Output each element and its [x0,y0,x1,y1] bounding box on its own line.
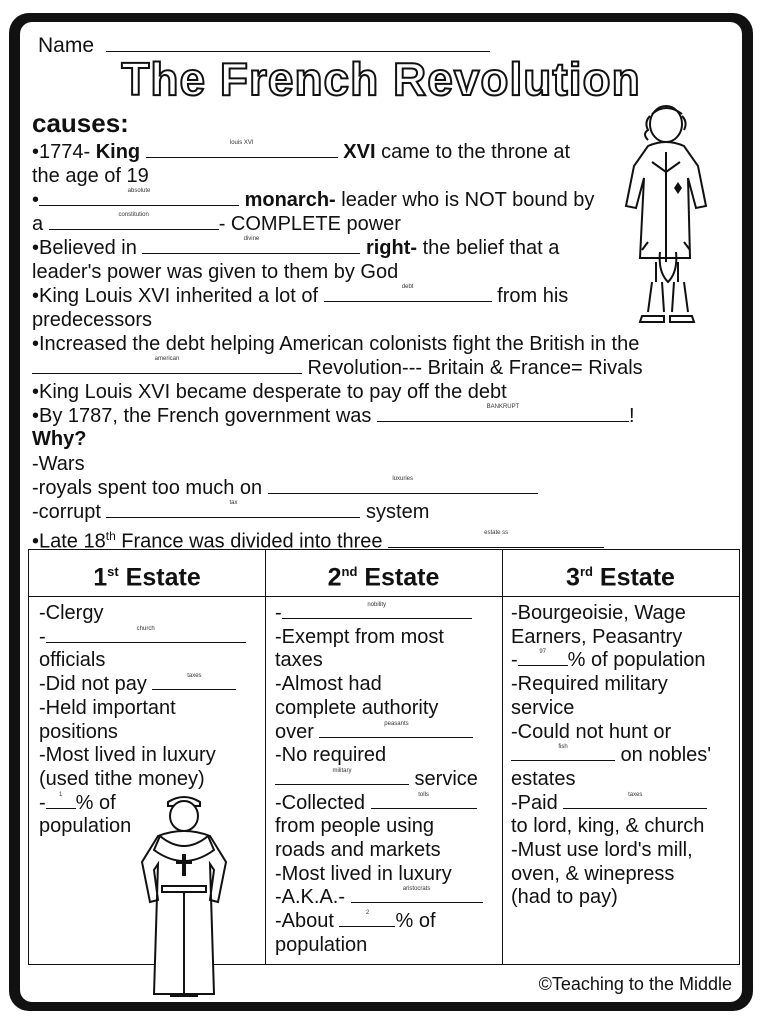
third-estate-cell: -Bourgeoisie, Wage Earners, Peasantry - 97 % of population -Required military service -Could not hunt or fish on nobles' estates -Paid taxes to lord, king, & church -Must use lord's mill, oven, & winepress (had to pay) [511,602,712,909]
blank-monarch[interactable]: absolute [39,189,239,206]
second-estate-cell: - nobility -Exempt from most taxes -Almost had complete authority over peasants -No required military service -Collected tolls from people using roads and markets -Most lived in luxury -A.K.A.- aristocrats -About 2 % of population [275,602,483,958]
cause-line-1: •1774- King louis XVI XVI came to the throne at [32,140,571,163]
blank-nobility[interactable]: nobility [282,603,472,619]
cause-line-10: american Revolution--- Britain & France= Rivals [32,356,643,380]
blank-church[interactable]: church [46,627,246,643]
blank-american[interactable]: american [32,357,302,374]
blank-tolls[interactable]: tolls [371,793,477,809]
cause-line-14: -royals spent too much on luxuries [32,476,538,500]
worksheet [20,22,742,1002]
blank-luxuries[interactable]: luxuries [268,477,538,494]
blank-bankrupt[interactable]: BANKRUPT [377,405,629,422]
king-louis-illustration [622,102,738,327]
blank-fish[interactable]: fish [511,745,615,761]
causes-heading: causes: [32,108,129,138]
blank-king[interactable]: louis XVI [146,141,338,158]
blank-percent-3[interactable]: 97 [518,650,568,666]
cause-line-11: •King Louis XVI became desperate to pay off the debt [32,381,507,403]
blank-percent-2[interactable]: 2 [339,911,395,927]
blank-estates[interactable]: estate ss [388,531,604,548]
blank-tax[interactable]: tax [106,501,360,518]
second-estate-header: 2nd Estate [327,563,440,592]
blank-debt[interactable]: debt [324,285,492,302]
estates-table [28,549,740,965]
blank-military-1[interactable]: military [275,769,409,785]
blank-taxes-1[interactable]: taxes [152,674,236,690]
cause-line-15: -corrupt tax system [32,500,430,523]
cause-line-6: leader's power was given to them by God [32,261,399,283]
third-estate-header: 3rd Estate [566,563,675,592]
cause-line-16: •Late 18th France was divided into three estate ss [32,524,604,554]
why-heading: Why? [32,428,87,450]
column-divider-2 [502,550,503,964]
first-estate-header: 1st Estate [93,563,201,592]
first-estate-cell: -Clergy - church officials -Did not pay taxes -Held important positions -Most lived in luxury (used tithe money) - 1 % of population [39,602,246,839]
cause-line-2: the age of 19 [32,165,149,187]
blank-peasants[interactable]: peasants [319,722,473,738]
blank-aristocrats[interactable]: aristocrats [351,887,483,903]
cause-line-4: a constitution - COMPLETE power [32,212,401,235]
cause-line-9: •Increased the debt helping American colonists fight the British in the [32,333,640,355]
blank-constitution[interactable]: constitution [49,213,219,230]
cause-line-5: •Believed in divine right- the belief that a [32,236,560,259]
name-blank[interactable] [106,35,490,52]
column-divider-1 [265,550,266,964]
cause-line-3: • absolute monarch- leader who is NOT bound by [32,188,595,211]
blank-percent-1[interactable]: 1 [46,793,76,809]
cause-line-13: -Wars [32,453,85,475]
blank-taxes-2[interactable]: taxes [563,793,707,809]
page-title: The French Revolution [121,53,641,105]
name-label: Name [38,34,95,57]
cause-line-7: •King Louis XVI inherited a lot of debt from his [32,284,569,307]
footer-credit: ©Teaching to the Middle [538,974,732,994]
blank-divine[interactable]: divine [142,237,360,254]
clergy-illustration [138,790,230,1002]
cause-line-8: predecessors [32,309,153,331]
cause-line-12: •By 1787, the French government was BANKRUPT ! [32,404,635,427]
table-header-divider [29,596,739,597]
